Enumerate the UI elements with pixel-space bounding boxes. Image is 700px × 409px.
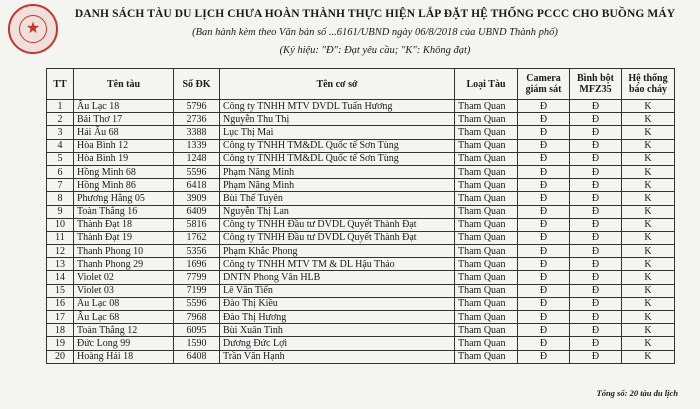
cell-binh-bot: Đ: [570, 179, 622, 192]
cell-he-thong: K: [622, 218, 675, 231]
cell-camera: Đ: [518, 245, 570, 258]
cell-loai-tau: Tham Quan: [455, 100, 518, 113]
cell-tt: 4: [47, 139, 74, 152]
cell-ten-tau: Hòa Bình 19: [74, 152, 174, 165]
cell-ten-tau: Thanh Phong 29: [74, 258, 174, 271]
cell-he-thong: K: [622, 139, 675, 152]
header-tt: TT: [47, 69, 74, 100]
cell-so-dk: 5596: [174, 165, 220, 178]
cell-tt: 1: [47, 100, 74, 113]
cell-he-thong: K: [622, 231, 675, 244]
cell-tt: 8: [47, 192, 74, 205]
cell-ten-tau: Âu Lạc 18: [74, 100, 174, 113]
cell-so-dk: 2736: [174, 113, 220, 126]
table-row: [47, 324, 675, 337]
table-row: [47, 337, 675, 350]
cell-tt: 19: [47, 337, 74, 350]
cell-ten-tau: Hải Âu 68: [74, 126, 174, 139]
table-row: [47, 258, 675, 271]
cell-so-dk: 5796: [174, 100, 220, 113]
table-row: [47, 311, 675, 324]
cell-loai-tau: Tham Quan: [455, 311, 518, 324]
cell-ten-co-so: Bùi Xuân Tình: [220, 324, 455, 337]
cell-tt: 20: [47, 350, 74, 363]
cell-binh-bot: Đ: [570, 271, 622, 284]
cell-camera: Đ: [518, 113, 570, 126]
header-binh-bot: Bình bột MFZ35: [570, 69, 622, 100]
cell-ten-co-so: Dương Đức Lợi: [220, 337, 455, 350]
cell-tt: 11: [47, 231, 74, 244]
cell-ten-co-so: Trần Văn Hạnh: [220, 350, 455, 363]
cell-binh-bot: Đ: [570, 297, 622, 310]
seal-star-icon: ★: [25, 20, 41, 37]
cell-so-dk: 7199: [174, 284, 220, 297]
cell-binh-bot: Đ: [570, 337, 622, 350]
cell-ten-tau: Thanh Phong 10: [74, 245, 174, 258]
table-row: [47, 350, 675, 363]
cell-camera: Đ: [518, 350, 570, 363]
cell-so-dk: 5596: [174, 297, 220, 310]
cell-loai-tau: Tham Quan: [455, 113, 518, 126]
cell-ten-co-so: Công ty TNHH Đầu tư DVDL Quyết Thành Đạt: [220, 231, 455, 244]
cell-binh-bot: Đ: [570, 192, 622, 205]
cell-ten-co-so: Lục Thị Mai: [220, 126, 455, 139]
cell-ten-co-so: Lê Văn Tiến: [220, 284, 455, 297]
cell-so-dk: 3909: [174, 192, 220, 205]
cell-ten-tau: Đức Long 99: [74, 337, 174, 350]
cell-he-thong: K: [622, 311, 675, 324]
cell-camera: Đ: [518, 192, 570, 205]
cell-loai-tau: Tham Quan: [455, 258, 518, 271]
cell-binh-bot: Đ: [570, 165, 622, 178]
cell-loai-tau: Tham Quan: [455, 218, 518, 231]
cell-loai-tau: Tham Quan: [455, 337, 518, 350]
cell-so-dk: 6409: [174, 205, 220, 218]
table-row: [47, 113, 675, 126]
table-header-row: [47, 69, 675, 100]
cell-so-dk: 6418: [174, 179, 220, 192]
cell-he-thong: K: [622, 350, 675, 363]
cell-binh-bot: Đ: [570, 324, 622, 337]
cell-camera: Đ: [518, 311, 570, 324]
cell-binh-bot: Đ: [570, 284, 622, 297]
cell-ten-co-so: Nguyễn Thị Lan: [220, 205, 455, 218]
cell-loai-tau: Tham Quan: [455, 350, 518, 363]
cell-camera: Đ: [518, 337, 570, 350]
cell-he-thong: K: [622, 179, 675, 192]
table-row: [47, 231, 675, 244]
table-row: [47, 165, 675, 178]
cell-camera: Đ: [518, 165, 570, 178]
cell-ten-co-so: Nguyễn Thu Thị: [220, 113, 455, 126]
cell-loai-tau: Tham Quan: [455, 205, 518, 218]
header-so-dk: Số ĐK: [174, 69, 220, 100]
cell-tt: 7: [47, 179, 74, 192]
cell-ten-co-so: Công ty TNHH TM&DL Quốc tế Sơn Tùng: [220, 152, 455, 165]
cell-he-thong: K: [622, 337, 675, 350]
cell-loai-tau: Tham Quan: [455, 192, 518, 205]
cell-camera: Đ: [518, 297, 570, 310]
cell-he-thong: K: [622, 192, 675, 205]
cell-ten-co-so: Phạm Năng Minh: [220, 179, 455, 192]
cell-binh-bot: Đ: [570, 231, 622, 244]
cell-camera: Đ: [518, 139, 570, 152]
cell-he-thong: K: [622, 297, 675, 310]
cell-binh-bot: Đ: [570, 245, 622, 258]
cell-tt: 10: [47, 218, 74, 231]
cell-so-dk: 7968: [174, 311, 220, 324]
table-row: [47, 100, 675, 113]
cell-loai-tau: Tham Quan: [455, 324, 518, 337]
cell-he-thong: K: [622, 324, 675, 337]
cell-camera: Đ: [518, 179, 570, 192]
cell-so-dk: 7799: [174, 271, 220, 284]
cell-tt: 14: [47, 271, 74, 284]
cell-loai-tau: Tham Quan: [455, 231, 518, 244]
cell-tt: 16: [47, 297, 74, 310]
cell-binh-bot: Đ: [570, 152, 622, 165]
cell-tt: 2: [47, 113, 74, 126]
cell-binh-bot: Đ: [570, 139, 622, 152]
cell-he-thong: K: [622, 205, 675, 218]
cell-loai-tau: Tham Quan: [455, 165, 518, 178]
cell-ten-co-so: Công ty TNHH TM&DL Quốc tế Sơn Tùng: [220, 139, 455, 152]
cell-ten-tau: Hoàng Hải 18: [74, 350, 174, 363]
header-ten-tau: Tên tàu: [74, 69, 174, 100]
cell-binh-bot: Đ: [570, 311, 622, 324]
cell-ten-tau: Hồng Minh 68: [74, 165, 174, 178]
cell-camera: Đ: [518, 126, 570, 139]
cell-ten-co-so: Bùi Thế Tuyên: [220, 192, 455, 205]
header-loai-tau: Loại Tàu: [455, 69, 518, 100]
cell-loai-tau: Tham Quan: [455, 126, 518, 139]
cell-loai-tau: Tham Quan: [455, 271, 518, 284]
cell-tt: 13: [47, 258, 74, 271]
cell-ten-tau: Toàn Thắng 12: [74, 324, 174, 337]
cell-ten-tau: Hòa Bình 12: [74, 139, 174, 152]
cell-so-dk: 1762: [174, 231, 220, 244]
table-row: [47, 218, 675, 231]
cell-loai-tau: Tham Quan: [455, 152, 518, 165]
table-row: [47, 245, 675, 258]
cell-ten-tau: Âu Lạc 08: [74, 297, 174, 310]
cell-binh-bot: Đ: [570, 100, 622, 113]
header-he-thong: Hệ thống báo cháy: [622, 69, 675, 100]
cell-ten-co-so: Công ty TNHH MTV DVDL Tuấn Hương: [220, 100, 455, 113]
cell-so-dk: 6095: [174, 324, 220, 337]
cell-ten-co-so: Đào Thị Kiều: [220, 297, 455, 310]
cell-binh-bot: Đ: [570, 126, 622, 139]
cell-camera: Đ: [518, 271, 570, 284]
cell-camera: Đ: [518, 284, 570, 297]
cell-he-thong: K: [622, 126, 675, 139]
document-title: DANH SÁCH TÀU DU LỊCH CHƯA HOÀN THÀNH THỰC HIỆN LẮP ĐẶT HỆ THỐNG PCCC CHO BUỒNG MÁY: [74, 8, 676, 20]
cell-loai-tau: Tham Quan: [455, 139, 518, 152]
header-camera: Camera giám sát: [518, 69, 570, 100]
cell-ten-tau: Toàn Thắng 16: [74, 205, 174, 218]
cell-so-dk: 1590: [174, 337, 220, 350]
cell-binh-bot: Đ: [570, 205, 622, 218]
total-count: Tổng số: 20 tàu du lịch: [596, 388, 678, 398]
official-seal: [8, 4, 58, 54]
cell-camera: Đ: [518, 205, 570, 218]
cell-he-thong: K: [622, 245, 675, 258]
cell-camera: Đ: [518, 231, 570, 244]
cell-ten-co-so: Phạm Khắc Phong: [220, 245, 455, 258]
cell-binh-bot: Đ: [570, 218, 622, 231]
cell-loai-tau: Tham Quan: [455, 297, 518, 310]
cell-ten-tau: Violet 03: [74, 284, 174, 297]
cell-tt: 15: [47, 284, 74, 297]
cell-ten-co-so: Công ty TNHH Đầu tư DVDL Quyết Thành Đạt: [220, 218, 455, 231]
table-row: [47, 152, 675, 165]
cell-ten-co-so: Công ty TNHH MTV TM & DL Hậu Thảo: [220, 258, 455, 271]
cell-so-dk: 6408: [174, 350, 220, 363]
table-row: [47, 126, 675, 139]
cell-camera: Đ: [518, 324, 570, 337]
cell-camera: Đ: [518, 258, 570, 271]
table-row: [47, 205, 675, 218]
cell-binh-bot: Đ: [570, 350, 622, 363]
cell-tt: 17: [47, 311, 74, 324]
document-subtitle: (Ban hành kèm theo Văn bản số ...6161/UBND ngày 06/8/2018 của UBND Thành phố): [192, 27, 558, 38]
table-row: [47, 271, 675, 284]
cell-tt: 9: [47, 205, 74, 218]
cell-he-thong: K: [622, 258, 675, 271]
document-legend: (Ký hiệu: "Đ": Đạt yêu cầu; "K": Không đạt): [279, 45, 471, 56]
cell-tt: 3: [47, 126, 74, 139]
cell-ten-co-so: Phạm Năng Minh: [220, 165, 455, 178]
cell-loai-tau: Tham Quan: [455, 245, 518, 258]
cell-camera: Đ: [518, 100, 570, 113]
cell-loai-tau: Tham Quan: [455, 284, 518, 297]
cell-tt: 5: [47, 152, 74, 165]
table-row: [47, 284, 675, 297]
cell-so-dk: 1696: [174, 258, 220, 271]
table-row: [47, 139, 675, 152]
cell-he-thong: K: [622, 152, 675, 165]
cell-ten-tau: Phương Hằng 05: [74, 192, 174, 205]
cell-loai-tau: Tham Quan: [455, 179, 518, 192]
cell-so-dk: 5816: [174, 218, 220, 231]
cell-so-dk: 1339: [174, 139, 220, 152]
vessel-table: [46, 68, 675, 364]
cell-he-thong: K: [622, 284, 675, 297]
cell-ten-tau: Violet 02: [74, 271, 174, 284]
cell-he-thong: K: [622, 271, 675, 284]
cell-camera: Đ: [518, 152, 570, 165]
cell-he-thong: K: [622, 100, 675, 113]
cell-tt: 12: [47, 245, 74, 258]
cell-tt: 18: [47, 324, 74, 337]
header-ten-co-so: Tên cơ sở: [220, 69, 455, 100]
table-row: [47, 179, 675, 192]
cell-binh-bot: Đ: [570, 113, 622, 126]
cell-ten-tau: Thành Đạt 19: [74, 231, 174, 244]
cell-so-dk: 3388: [174, 126, 220, 139]
cell-ten-co-so: DNTN Phong Vân HLB: [220, 271, 455, 284]
cell-camera: Đ: [518, 218, 570, 231]
cell-ten-co-so: Đào Thị Hương: [220, 311, 455, 324]
table-row: [47, 192, 675, 205]
cell-ten-tau: Âu Lạc 68: [74, 311, 174, 324]
cell-ten-tau: Bái Thơ 17: [74, 113, 174, 126]
cell-tt: 6: [47, 165, 74, 178]
cell-he-thong: K: [622, 165, 675, 178]
cell-ten-tau: Hồng Minh 86: [74, 179, 174, 192]
cell-he-thong: K: [622, 113, 675, 126]
cell-ten-tau: Thành Đạt 18: [74, 218, 174, 231]
table-row: [47, 297, 675, 310]
cell-so-dk: 5356: [174, 245, 220, 258]
cell-so-dk: 1248: [174, 152, 220, 165]
cell-binh-bot: Đ: [570, 258, 622, 271]
